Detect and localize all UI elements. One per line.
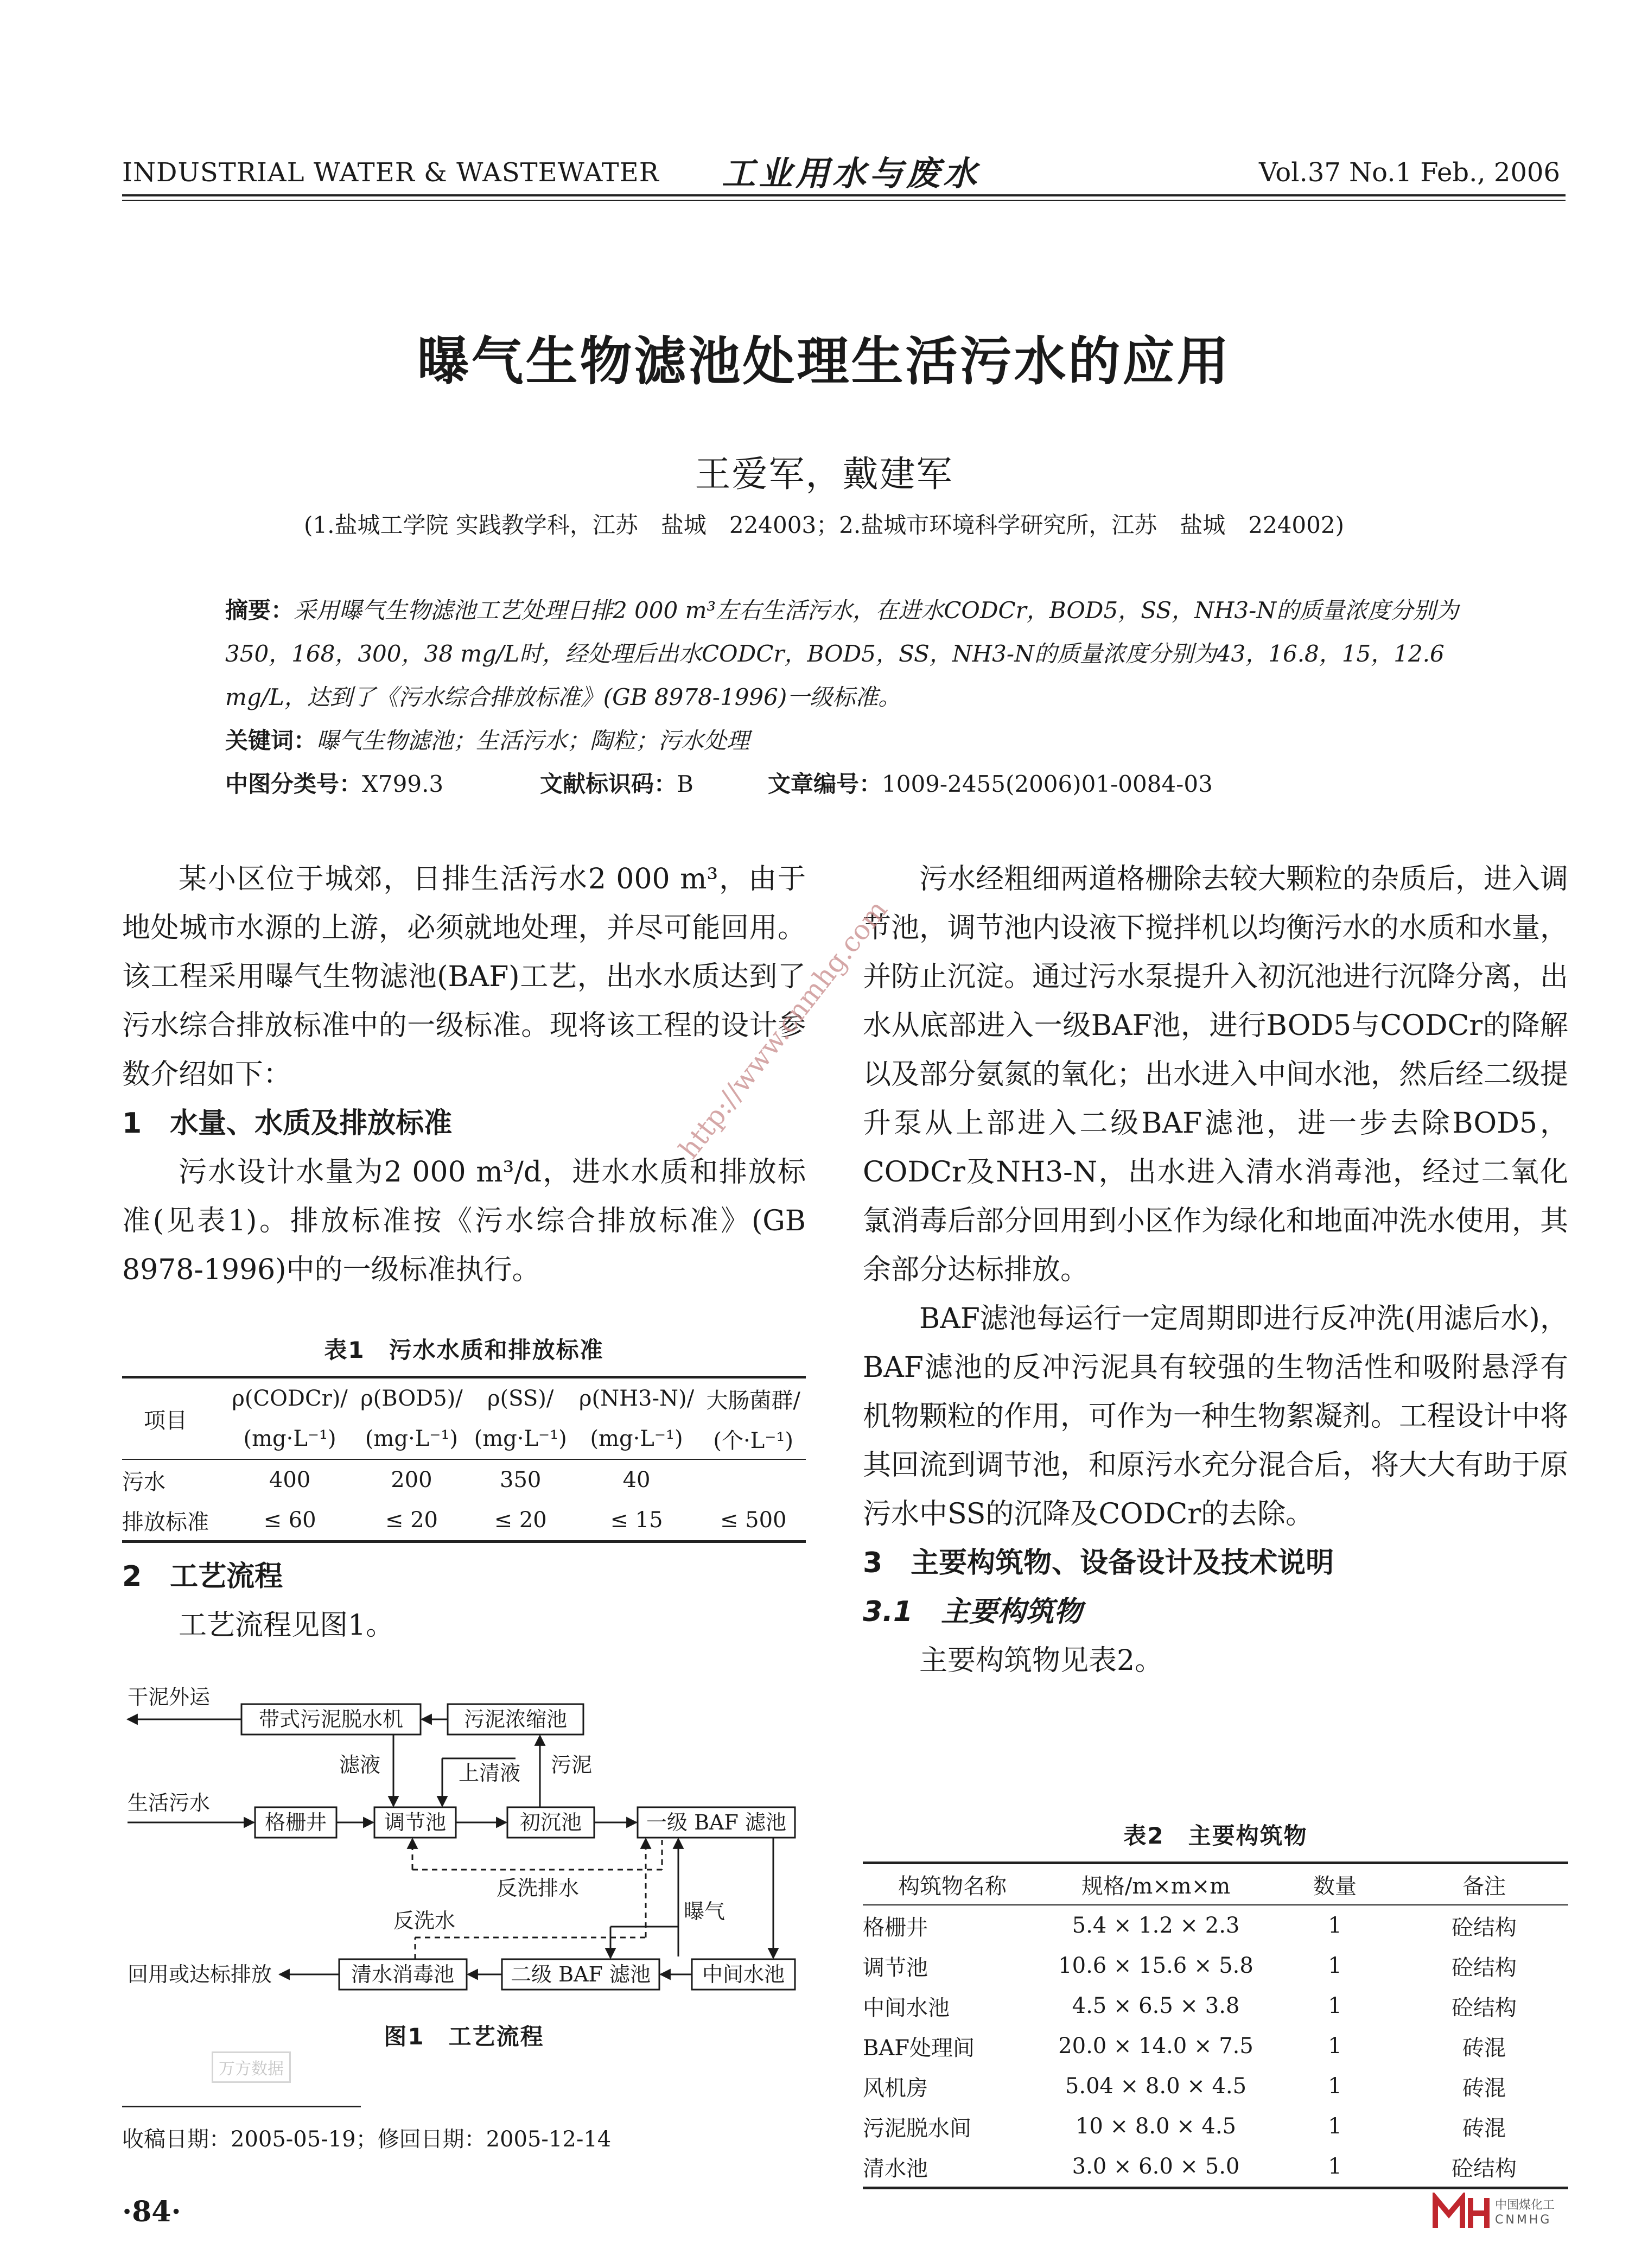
table-cell: 1 (1328, 1913, 1342, 1938)
table-1-head: ρ(NH3-N)/ (579, 1386, 695, 1411)
abstract-label: 摘要： (225, 597, 294, 624)
section-2-heading: 2 工艺流程 (122, 1560, 283, 1593)
table-cell: 10 × 8.0 × 4.5 (1075, 2114, 1236, 2139)
table-1-unit: (mg·L⁻¹) (474, 1426, 567, 1451)
table-2 (863, 1818, 1568, 2189)
abstract (225, 589, 1514, 719)
table-1-head: ρ(BOD5)/ (360, 1386, 463, 1411)
clc-label: 中图分类号： (225, 771, 362, 797)
label-sewage: 生活污水 (128, 1791, 211, 1815)
journal-name-cn: 工业用水与废水 (722, 154, 981, 193)
table-cell: 砼结构 (1452, 1915, 1517, 1940)
doc-code-value: B (677, 771, 693, 797)
table-cell: 400 (269, 1467, 311, 1492)
table-cell: 200 (391, 1467, 432, 1492)
table-cell: 污水 (122, 1469, 166, 1495)
label-reuse: 回用或达标排放 (128, 1962, 272, 1986)
left-column (122, 855, 806, 1294)
table-cell: 清水池 (863, 2146, 1042, 2188)
table-row (863, 1905, 1568, 1946)
table-row (122, 1500, 806, 1542)
box-baf2: 二级 BAF 滤池 (511, 1962, 651, 1986)
table-1 (122, 1332, 806, 1543)
table-cell: 1 (1328, 2034, 1342, 2059)
table-cell: 10.6 × 15.6 × 5.8 (1058, 1953, 1254, 1978)
table-row (863, 2106, 1568, 2146)
table-cell: 砼结构 (1400, 2146, 1568, 2188)
logo-text-en: CNMHG (1495, 2213, 1552, 2227)
table-1-caption: 表1 污水水质和排放标准 (324, 1337, 604, 1363)
label-backwash-drain: 反洗排水 (497, 1876, 580, 1900)
table-row (863, 1946, 1568, 1986)
table-cell: BAF处理间 (863, 2035, 975, 2061)
table-cell: 1 (1328, 1953, 1342, 1978)
table-2-head: 备注 (1400, 1863, 1568, 1905)
classification-line (225, 763, 1514, 806)
label-supernatant: 上清液 (459, 1761, 521, 1785)
table-cell: 砼结构 (1452, 1955, 1517, 1980)
table-cell: 1 (1270, 2146, 1400, 2188)
article-no-label: 文章编号： (768, 771, 882, 797)
table-1-unit: (mg·L⁻¹) (365, 1426, 458, 1451)
table-cell: 污泥脱水间 (863, 2115, 971, 2141)
table-cell: 1 (1328, 2074, 1342, 2099)
section-3-1-text: 主要构筑物见表2。 (919, 1644, 1163, 1677)
table-1-head: ρ(CODCr)/ (232, 1386, 348, 1411)
table-2-head: 数量 (1270, 1863, 1400, 1905)
cnmhg-logo-icon (1433, 2193, 1492, 2231)
table-cell: 4.5 × 6.5 × 3.8 (1072, 1993, 1240, 2018)
label-sludge: 污泥 (551, 1753, 593, 1777)
table-cell: 砖混 (1462, 2115, 1506, 2141)
table-1-unit: (mg·L⁻¹) (243, 1426, 336, 1451)
table-cell: 1 (1328, 2114, 1342, 2139)
issue-info: Vol.37 No.1 Feb., 2006 (1259, 157, 1560, 188)
table-cell: 排放标准 (122, 1509, 209, 1535)
label-filtrate: 滤液 (339, 1753, 381, 1777)
journal-name-en: INDUSTRIAL WATER & WASTEWATER (122, 157, 659, 188)
page-number: ·84· (122, 2195, 181, 2228)
label-backwash-water: 反洗水 (393, 1909, 456, 1933)
table-cell: 风机房 (863, 2075, 928, 2101)
clc-value: X799.3 (362, 771, 444, 797)
table-row (122, 1459, 806, 1500)
box-clear-water: 清水消毒池 (351, 1962, 455, 1986)
table-2-head: 规格/m×m×m (1042, 1863, 1270, 1905)
box-baf1: 一级 BAF 滤池 (646, 1810, 786, 1834)
section-3-heading: 3 主要构筑物、设备设计及技术说明 (863, 1547, 1334, 1579)
table-row (863, 2146, 1568, 2188)
table-cell: 调节池 (863, 1955, 928, 1980)
label-dry-sludge: 干泥外运 (128, 1685, 211, 1709)
right-column (863, 855, 1568, 1685)
table-cell: ≤ 500 (720, 1508, 787, 1533)
article-no-value: 1009-2455(2006)01-0084-03 (882, 771, 1213, 797)
box-bar-screen: 格栅井 (264, 1810, 327, 1834)
table-cell: 20.0 × 14.0 × 7.5 (1058, 2034, 1254, 2059)
url-watermark: http://www.cnmhg.com (673, 894, 894, 1165)
table-cell (701, 1459, 806, 1500)
figure-1-caption: 图1 工艺流程 (384, 2023, 544, 2050)
section-2-text: 工艺流程见图1。 (179, 1609, 394, 1642)
keywords-text: 曝气生物滤池；生活污水；陶粒；污水处理 (316, 727, 750, 754)
keywords-label: 关键词： (225, 727, 317, 754)
box-primary-settling: 初沉池 (519, 1810, 582, 1834)
authors: 王爱军，戴建军 (695, 453, 953, 495)
table-cell: ≤ 20 (385, 1508, 438, 1533)
table-row (863, 2066, 1568, 2106)
table-cell: 5.04 × 8.0 × 4.5 (1065, 2074, 1247, 2099)
intro-paragraph: 某小区位于城郊，日排生活污水2 000 m³，由于地处城市水源的上游，必须就地处理，并尽可能回用。该工程采用曝气生物滤池(BAF)工艺，出水水质达到了污水综合排放标准中的一级标准。现将该工程的设计参数介绍如下： (122, 863, 806, 1091)
table-cell: ≤ 20 (494, 1508, 547, 1533)
received-date: 收稿日期：2005-05-19；修回日期：2005-12-14 (122, 2127, 612, 2152)
table-1-unit: (个·L⁻¹) (713, 1428, 793, 1453)
keywords (225, 719, 1514, 763)
backwash-description: BAF滤池每运行一定周期即进行反冲洗(用滤后水)，BAF滤池的反冲污泥具有较强的生物活性和吸附悬浮有机物颗粒的作用，可作为一种生物絮凝剂。工程设计中将其回流到调节池，和原污水充分混合后，将大大有助于原污水中SS的沉降及CODCr的去除。 (863, 1303, 1569, 1530)
table-cell: 中间水池 (863, 1995, 950, 2021)
logo-text-cn: 中国煤化工 (1495, 2199, 1555, 2212)
table-cell: 格栅井 (863, 1915, 928, 1940)
section-2 (122, 1552, 806, 1650)
footnote-rule (122, 2106, 361, 2107)
table-1-head: 大肠菌群/ (706, 1388, 800, 1413)
label-aeration: 曝气 (684, 1899, 726, 1923)
wanfang-badge: 万方数据 (212, 2051, 291, 2083)
table-2-head: 构筑物名称 (863, 1863, 1042, 1905)
section-1-heading: 1 水量、水质及排放标准 (122, 1107, 453, 1140)
table-row (863, 2026, 1568, 2066)
box-middle-tank: 中间水池 (702, 1962, 785, 1986)
process-description: 污水经粗细两道格栅除去较大颗粒的杂质后，进入调节池，调节池内设液下搅拌机以均衡污水的水质和水量，并防止沉淀。通过污水泵提升入初沉池进行沉降分离，出水从底部进入一级BAF池，进行BOD5与CODCr的降解以及部分氨氮的氧化；出水进入中间水池，然后经二级提升泵从上部进入二级BAF滤池，进一步去除BOD5，CODCr及NH3-N，出水进入清水消毒池，经过二氧化氯消毒后部分回用到小区作为绿化和地面冲洗水使用，其余部分达标排放。 (863, 863, 1569, 1286)
box-thickener: 污泥浓缩池 (463, 1707, 568, 1731)
table-cell: 1 (1328, 1993, 1342, 2018)
section-3-1-heading: 3.1 主要构筑物 (863, 1596, 1083, 1628)
affiliation: (1.盐城工学院 实践教学科，江苏 盐城 224003；2.盐城市环境科学研究所，江苏 盐城 224002) (304, 512, 1344, 538)
box-belt-press: 带式污泥脱水机 (258, 1707, 404, 1731)
article-title: 曝气生物滤池处理生活污水的应用 (417, 331, 1231, 392)
table-row (863, 1986, 1568, 2026)
process-flow-diagram (122, 1672, 806, 2008)
table-cell: 40 (622, 1467, 651, 1492)
table-cell: 350 (500, 1467, 542, 1492)
abstract-text: 采用曝气生物滤池工艺处理日排2 000 m³左右生活污水，在进水CODCr，BOD5，SS，NH3-N的质量浓度分别为350，168，300，38 mg/L时，经处理后出水CODCr，BOD5，SS，NH3-N的质量浓度分别为43，16.8，15，12.6 mg/L，达到了《污水综合排放标准》(GB 8978-1996)一级标准。 (225, 597, 1459, 710)
table-cell: 3.0 × 6.0 × 5.0 (1042, 2146, 1270, 2188)
table-cell: 砖混 (1462, 2075, 1506, 2101)
table-1-head-item: 项目 (144, 1408, 187, 1433)
table-cell: 砖混 (1462, 2035, 1506, 2061)
table-1-head: ρ(SS)/ (487, 1386, 554, 1411)
table-cell: 砼结构 (1452, 1995, 1517, 2021)
box-regulating-tank: 调节池 (384, 1810, 447, 1834)
table-cell: ≤ 60 (263, 1508, 316, 1533)
table-2-caption: 表2 主要构筑物 (1123, 1822, 1308, 1849)
section-1-text: 污水设计水量为2 000 m³/d，进水水质和排放标准(见表1)。排放标准按《污水综合排放标准》(GB 8978-1996)中的一级标准执行。 (122, 1156, 806, 1286)
table-1-unit: (mg·L⁻¹) (590, 1426, 683, 1451)
doc-code-label: 文献标识码： (540, 771, 677, 797)
table-cell: 5.4 × 1.2 × 2.3 (1072, 1913, 1240, 1938)
header-rule-thin (122, 200, 1566, 201)
header-rule (122, 194, 1566, 196)
table-cell: ≤ 15 (610, 1508, 663, 1533)
